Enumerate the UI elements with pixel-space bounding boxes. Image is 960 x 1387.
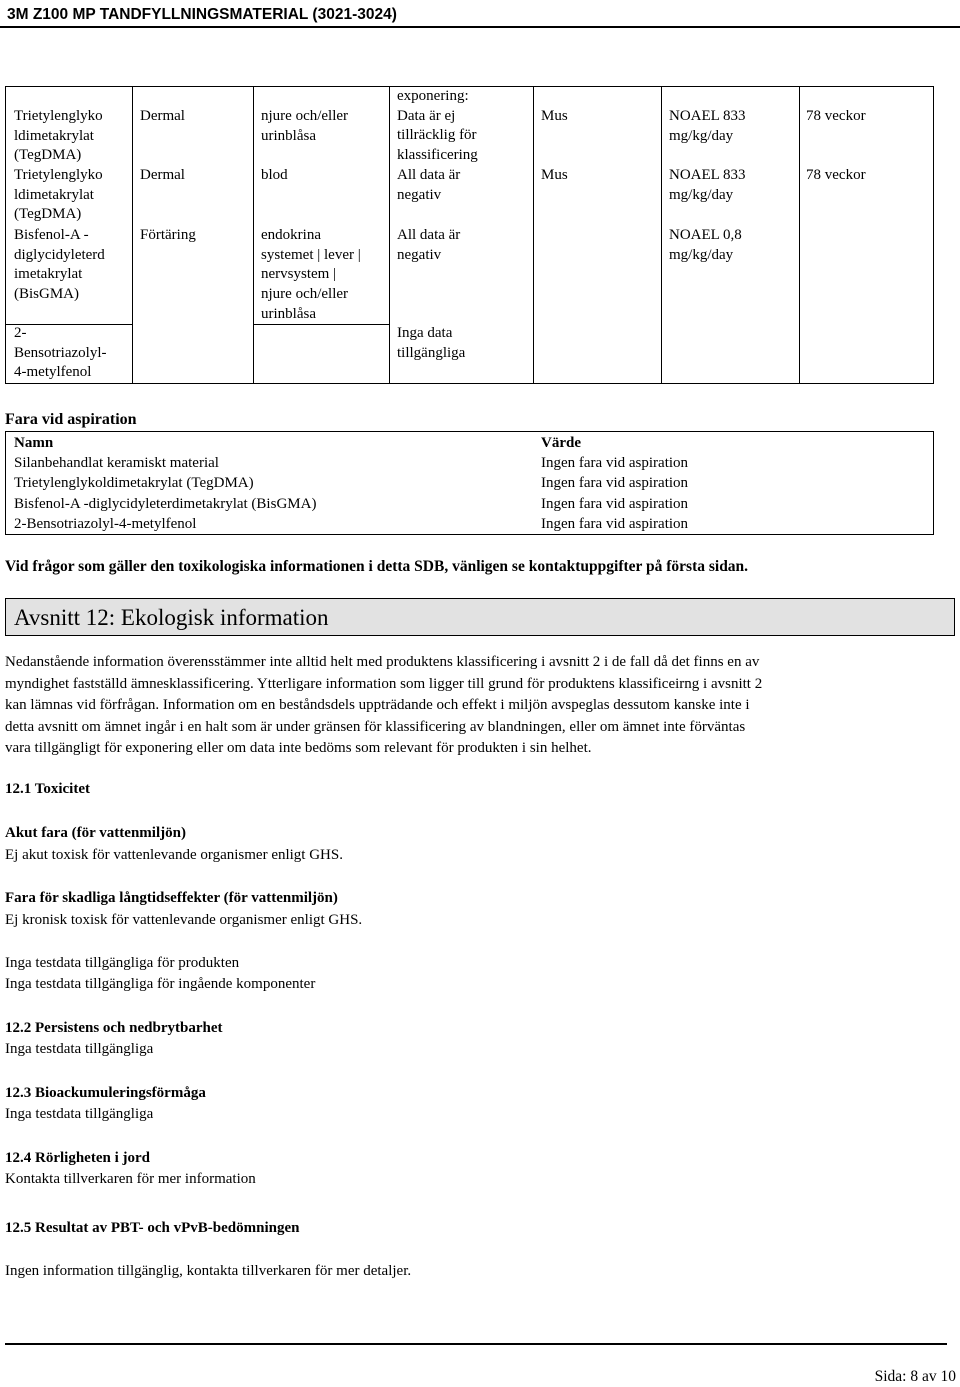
column-header-name: Namn [14,435,54,451]
exposure-route: Förtäring [140,227,196,243]
page-number: Sida: 8 av 10 [874,1368,956,1385]
persistence-heading: 12.2 Persistens och nedbrytbarhet [5,1020,223,1036]
test-species: Mus [541,167,568,183]
mobility-text: Kontakta tillverkaren för mer information [5,1171,256,1187]
substance-name: imetakrylat [14,266,83,283]
intro-line: myndighet fastställd ämnesklassificering. Ytterligare information som ligger till grund för produktens klassificeirng i avsnitt 2 [5,675,763,692]
dose-value: NOAEL 833 [669,167,746,183]
toxicity-heading: 12.1 Toxicitet [5,781,90,797]
dose-value: mg/kg/day [669,246,734,263]
result-value: negativ [397,186,442,203]
dose-value: mg/kg/day [669,186,734,203]
result-value: tillgängliga [397,344,466,361]
intro-line: vara tillgängligt för exponering eller om data inte bedöms som relevant för produkten i sin helhet. [5,740,592,757]
column-divider [132,86,133,384]
substance-name: diglycidyleterd [14,246,105,263]
target-organ: njure och/eller [261,108,349,124]
exposure-route: Dermal [140,108,185,124]
exposure-duration: 78 veckor [806,108,866,124]
dose-value: NOAEL 0,8 [669,227,742,243]
column-divider [533,86,534,384]
result-value: negativ [397,246,442,263]
substance-name: 4-metylfenol [14,364,92,381]
substance-name: ldimetakrylat [14,186,94,203]
exposure-duration: 78 veckor [806,167,866,183]
row-divider [253,324,390,325]
target-organ: blod [261,167,288,183]
intro-line: Nedanstående information överensstämmer inte alltid helt med produktens klassificering i avsnitt 2 i de fall då det finns en av [5,654,760,670]
target-organ: urinblåsa [261,127,316,144]
intro-line: detta avsnitt om ämnet ingår i en halt som är under gränsen för klassificering av blandningen, eller om ämnet inte förväntas [5,718,746,735]
substance-name: Trietylenglyko [14,108,103,124]
table-row [14,166,103,225]
table-row [14,324,106,383]
aspiration-heading: Fara vid aspiration [5,411,137,428]
pbt-heading: 12.5 Resultat av PBT- och vPvB-bedömningen [5,1220,300,1236]
table-row: Bisfenol-A -diglycidyleterdimetakrylat (BisGMA) [14,495,317,512]
contact-notice: Vid frågor som gäller den toxikologiska informationen i detta SDB, vänligen se kontaktuppgifter på första sidan. [5,558,749,575]
substance-name: (TegDMA) [14,206,82,223]
result-value: All data är [397,167,461,183]
target-organ: systemet | lever | [261,246,361,263]
acute-hazard-heading: Akut fara (för vattenmiljön) [5,825,186,841]
document-title: 3M Z100 MP TANDFYLLNINGSMATERIAL (3021-3024) [7,6,397,23]
section-12-title: Avsnitt 12: Ekologisk information [5,598,955,636]
target-organ: njure och/eller [261,286,349,303]
substance-name: ldimetakrylat [14,127,94,144]
result-value: tillräcklig för [397,127,477,144]
substance-name: (TegDMA) [14,147,82,164]
column-divider [253,86,254,384]
target-organ: endokrina [261,227,321,243]
no-data-components: Inga testdata tillgängliga för ingående komponenter [5,976,316,992]
aspiration-value: Ingen fara vid aspiration [541,455,689,471]
pbt-text: Ingen information tillgänglig, kontakta tillverkaren för mer detaljer. [5,1263,412,1279]
persistence-text: Inga testdata tillgängliga [5,1041,154,1057]
mobility-heading: 12.4 Rörligheten i jord [5,1150,150,1166]
document-header [0,0,960,28]
table-row [14,226,105,305]
column-divider [799,86,800,384]
substance-name: Bensotriazolyl- [14,344,107,361]
column-divider [661,86,662,384]
dose-value: mg/kg/day [669,127,734,144]
result-value: All data är [397,227,461,243]
test-species: Mus [541,108,568,124]
bioaccumulation-heading: 12.3 Bioackumuleringsförmåga [5,1085,206,1101]
substance-name: Bisfenol-A - [14,227,89,243]
result-value: exponering: [397,88,469,104]
aspiration-value: Ingen fara vid aspiration [541,495,689,512]
acute-hazard-text: Ej akut toxisk för vattenlevande organismer enligt GHS. [5,847,343,863]
bioaccumulation-text: Inga testdata tillgängliga [5,1106,154,1122]
table-row: Silanbehandlat keramiskt material [14,455,219,471]
column-header-value: Värde [541,435,581,451]
substance-name: 2- [14,325,27,341]
exposure-route: Dermal [140,167,185,183]
aspiration-value: Ingen fara vid aspiration [541,516,689,533]
result-value: Data är ej [397,107,456,124]
table-row [14,107,103,166]
result-value: Inga data [397,325,453,341]
chronic-hazard-heading: Fara för skadliga långtidseffekter (för vattenmiljön) [5,890,338,906]
chronic-hazard-text: Ej kronisk toxisk för vattenlevande organismer enligt GHS. [5,912,363,928]
result-value: klassificering [397,147,478,164]
substance-name: (BisGMA) [14,286,80,303]
footer-divider [5,1343,947,1345]
no-data-product: Inga testdata tillgängliga för produkten [5,955,240,971]
column-divider [389,86,390,384]
intro-paragraph [5,652,762,760]
aspiration-value: Ingen fara vid aspiration [541,475,689,492]
dose-value: NOAEL 833 [669,108,746,124]
table-row: 2-Bensotriazolyl-4-metylfenol [14,516,197,533]
substance-name: Trietylenglyko [14,167,103,183]
target-organ: urinblåsa [261,305,316,322]
target-organ: nervsystem | [261,266,337,283]
table-row: Trietylenglykoldimetakrylat (TegDMA) [14,475,254,492]
intro-line: kan lämnas vid förfrågan. Information om en beståndsdels uppträdande och effekt i miljön avspeglas dessutom kanske inte i [5,697,750,714]
